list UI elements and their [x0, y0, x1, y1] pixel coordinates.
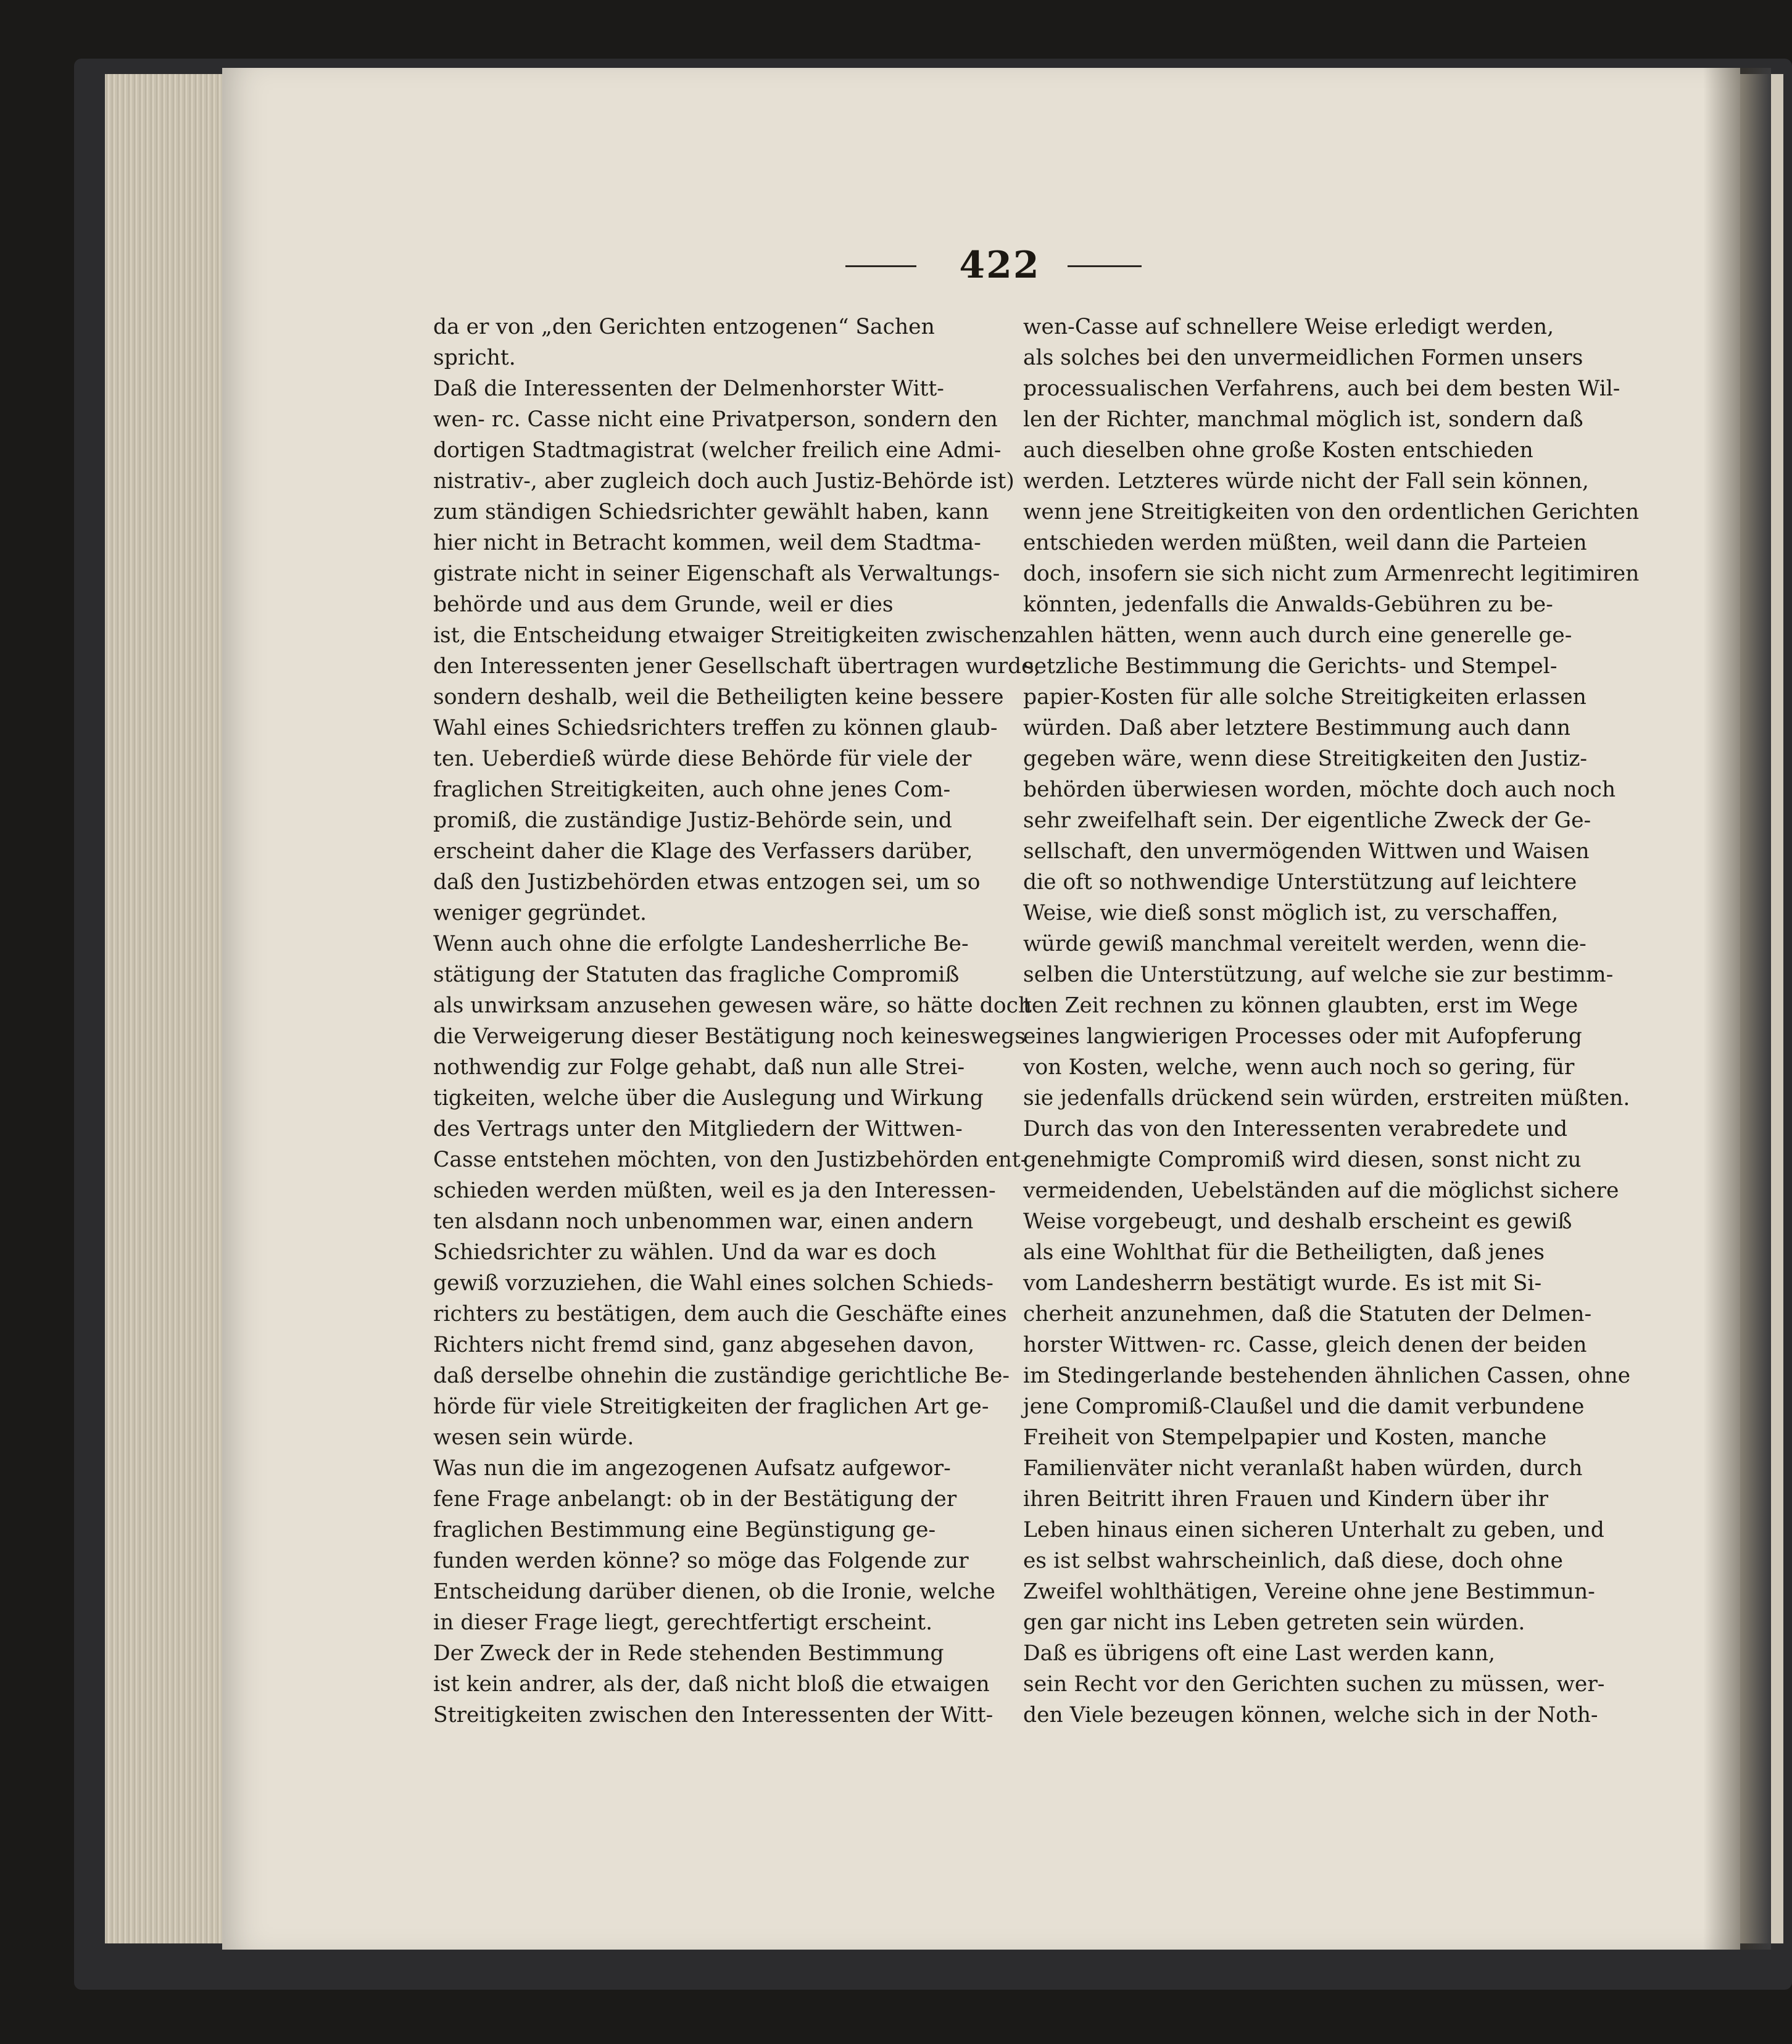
text-line: ist kein andrer, als der, daß nicht bloß die etwaigen	[433, 1672, 990, 1697]
text-line: setzliche Bestimmung die Gerichts- und Stempel-	[1023, 654, 1558, 679]
text-line: den Viele bezeugen können, welche sich in der Noth-	[1023, 1703, 1598, 1727]
text-line: nothwendig zur Folge gehabt, daß nun alle Strei-	[433, 1055, 965, 1080]
text-line: Weise, wie dieß sonst möglich ist, zu verschaffen,	[1023, 901, 1559, 925]
gutter-shadow	[1703, 68, 1771, 1950]
text-line: papier-Kosten für alle solche Streitigkeiten erlassen	[1023, 685, 1587, 710]
text-line: gegeben wäre, wenn diese Streitigkeiten den Justiz-	[1023, 747, 1588, 771]
text-line: horster Wittwen- rc. Casse, gleich denen der beiden	[1023, 1333, 1587, 1357]
text-line: auch dieselben ohne große Kosten entschieden	[1023, 438, 1533, 463]
text-line: stätigung der Statuten das fragliche Compromiß	[433, 962, 960, 987]
text-line: Zweifel wohlthätigen, Vereine ohne jene Bestimmun-	[1023, 1579, 1595, 1604]
text-line: werden. Letzteres würde nicht der Fall sein können,	[1023, 469, 1589, 494]
text-line: Was nun die im angezogenen Aufsatz aufgewor-	[433, 1456, 951, 1481]
text-line: spricht.	[433, 345, 516, 370]
text-line: zahlen hätten, wenn auch durch eine generelle ge-	[1023, 623, 1572, 648]
text-line: sellschaft, den unvermögenden Wittwen und Waisen	[1023, 839, 1590, 864]
text-line: Daß es übrigens oft eine Last werden kann,	[1023, 1641, 1495, 1666]
text-line: Streitigkeiten zwischen den Interessenten der Witt-	[433, 1703, 993, 1727]
text-line: erscheint daher die Klage des Verfassers darüber,	[433, 839, 973, 864]
text-line: wen- rc. Casse nicht eine Privatperson, sondern den	[433, 407, 998, 432]
text-line: funden werden könne? so möge das Folgende zur	[433, 1549, 969, 1573]
text-line: Schiedsrichter zu wählen. Und da war es doch	[433, 1240, 937, 1265]
text-line: fraglichen Bestimmung eine Begünstigung ge-	[433, 1518, 936, 1542]
text-line: schieden werden müßten, weil es ja den Interessen-	[433, 1178, 996, 1203]
text-line: ist, die Entscheidung etwaiger Streitigkeiten zwischen	[433, 623, 1025, 648]
text-column-left	[433, 312, 1041, 1731]
text-line: sein Recht vor den Gerichten suchen zu müssen, wer-	[1023, 1672, 1605, 1697]
text-line: Entscheidung darüber dienen, ob die Ironie, welche	[433, 1579, 995, 1604]
text-line: fraglichen Streitigkeiten, auch ohne jenes Com-	[433, 777, 951, 802]
text-line: die Verweigerung dieser Bestätigung noch keineswegs	[433, 1024, 1026, 1049]
text-line: daß den Justizbehörden etwas entzogen sei, um so	[433, 870, 981, 895]
text-line: in dieser Frage liegt, gerechtfertigt erscheint.	[433, 1610, 933, 1635]
text-line: behörde und aus dem Grunde, weil er dies	[433, 592, 894, 617]
text-line: Freiheit von Stempelpapier und Kosten, manche	[1023, 1425, 1547, 1450]
text-line: processualischen Verfahrens, auch bei dem besten Wil-	[1023, 376, 1620, 401]
text-line: eines langwierigen Processes oder mit Aufopferung	[1023, 1024, 1582, 1049]
text-line: wenn jene Streitigkeiten von den ordentlichen Gerichten	[1023, 500, 1640, 524]
text-line: nistrativ-, aber zugleich doch auch Justiz-Behörde ist)	[433, 469, 1014, 494]
text-line: sehr zweifelhaft sein. Der eigentliche Zweck der Ge-	[1023, 808, 1591, 833]
text-line: promiß, die zuständige Justiz-Behörde sein, und	[433, 808, 952, 833]
text-line: Richters nicht fremd sind, ganz abgesehen davon,	[433, 1333, 975, 1357]
text-line: vermeidenden, Uebelständen auf die möglichst sichere	[1023, 1178, 1619, 1203]
text-line: Weise vorgebeugt, und deshalb erscheint es gewiß	[1023, 1209, 1572, 1234]
text-line: Daß die Interessenten der Delmenhorster Witt-	[433, 376, 944, 401]
text-line: len der Richter, manchmal möglich ist, sondern daß	[1023, 407, 1583, 432]
text-line: als eine Wohlthat für die Betheiligten, daß jenes	[1023, 1240, 1545, 1265]
text-line: selben die Unterstützung, auf welche sie zur bestimm-	[1023, 962, 1614, 987]
text-line: würden. Daß aber letztere Bestimmung auch dann	[1023, 716, 1570, 740]
header-rule-left	[845, 265, 916, 267]
text-line: da er von „den Gerichten entzogenen“ Sachen	[433, 315, 935, 339]
text-line: von Kosten, welche, wenn auch noch so gering, für	[1023, 1055, 1575, 1080]
text-line: des Vertrags unter den Mitgliedern der Wittwen-	[433, 1117, 963, 1141]
text-line: jene Compromiß-Claußel und die damit verbundene	[1023, 1394, 1585, 1419]
text-line: zum ständigen Schiedsrichter gewählt haben, kann	[433, 500, 989, 524]
text-line: doch, insofern sie sich nicht zum Armenrecht legitimiren	[1023, 561, 1640, 586]
text-line: als solches bei den unvermeidlichen Formen unsers	[1023, 345, 1583, 370]
text-line: cherheit anzunehmen, daß die Statuten der Delmen-	[1023, 1302, 1592, 1326]
text-line: vom Landesherrn bestätigt wurde. Es ist mit Si-	[1023, 1271, 1542, 1296]
text-line: ihren Beitritt ihren Frauen und Kindern über ihr	[1023, 1487, 1549, 1512]
text-line: gistrate nicht in seiner Eigenschaft als Verwaltungs-	[433, 561, 1000, 586]
text-line: genehmigte Compromiß wird diesen, sonst nicht zu	[1023, 1148, 1582, 1172]
text-line: ten alsdann noch unbenommen war, einen andern	[433, 1209, 974, 1234]
text-line: sondern deshalb, weil die Betheiligten keine bessere	[433, 685, 1004, 710]
text-column-right	[1023, 312, 1640, 1731]
text-line: Casse entstehen möchten, von den Justizbehörden ent-	[433, 1148, 1028, 1172]
text-line: Durch das von den Interessenten verabredete und	[1023, 1117, 1568, 1141]
text-line: Der Zweck der in Rede stehenden Bestimmung	[433, 1641, 944, 1666]
header-rule-right	[1068, 265, 1142, 267]
text-line: wen-Casse auf schnellere Weise erledigt werden,	[1023, 315, 1554, 339]
text-line: die oft so nothwendige Unterstützung auf leichtere	[1023, 870, 1577, 895]
text-line: Leben hinaus einen sicheren Unterhalt zu geben, und	[1023, 1518, 1604, 1542]
text-line: Wahl eines Schiedsrichters treffen zu können glaub-	[433, 716, 998, 740]
text-line: dortigen Stadtmagistrat (welcher freilich eine Admi-	[433, 438, 1002, 463]
text-line: als unwirksam anzusehen gewesen wäre, so hätte doch	[433, 993, 1032, 1018]
text-line: tigkeiten, welche über die Auslegung und Wirkung	[433, 1086, 984, 1111]
text-line: gewiß vorzuziehen, die Wahl eines solchen Schieds-	[433, 1271, 993, 1296]
page-number: 422	[959, 244, 1040, 287]
text-line: hörde für viele Streitigkeiten der fraglichen Art ge-	[433, 1394, 989, 1419]
text-line: Familienväter nicht veranlaßt haben würden, durch	[1023, 1456, 1583, 1481]
text-line: könnten, jedenfalls die Anwalds-Gebühren zu be-	[1023, 592, 1553, 617]
text-line: gen gar nicht ins Leben getreten sein würden.	[1023, 1610, 1525, 1635]
text-line: ten Zeit rechnen zu können glaubten, erst im Wege	[1023, 993, 1578, 1018]
text-line: behörden überwiesen worden, möchte doch auch noch	[1023, 777, 1616, 802]
text-line: daß derselbe ohnehin die zuständige gerichtliche Be-	[433, 1363, 1010, 1388]
text-line: im Stedingerlande bestehenden ähnlichen Cassen, ohne	[1023, 1363, 1631, 1388]
text-line: sie jedenfalls drückend sein würden, erstreiten müßten.	[1023, 1086, 1630, 1111]
text-line: fene Frage anbelangt: ob in der Bestätigung der	[433, 1487, 957, 1512]
text-line: ten. Ueberdieß würde diese Behörde für viele der	[433, 747, 972, 771]
text-line: richters zu bestätigen, dem auch die Geschäfte eines	[433, 1302, 1007, 1326]
text-line: den Interessenten jener Gesellschaft übertragen wurde,	[433, 654, 1041, 679]
text-line: würde gewiß manchmal vereitelt werden, wenn die-	[1023, 932, 1587, 956]
text-line: wesen sein würde.	[433, 1425, 634, 1450]
text-line: hier nicht in Betracht kommen, weil dem Stadtma-	[433, 531, 981, 555]
text-line: Wenn auch ohne die erfolgte Landesherrliche Be-	[433, 932, 969, 956]
text-line: es ist selbst wahrscheinlich, daß diese, doch ohne	[1023, 1549, 1563, 1573]
text-line: entschieden werden müßten, weil dann die Parteien	[1023, 531, 1587, 555]
text-line: weniger gegründet.	[433, 901, 647, 925]
